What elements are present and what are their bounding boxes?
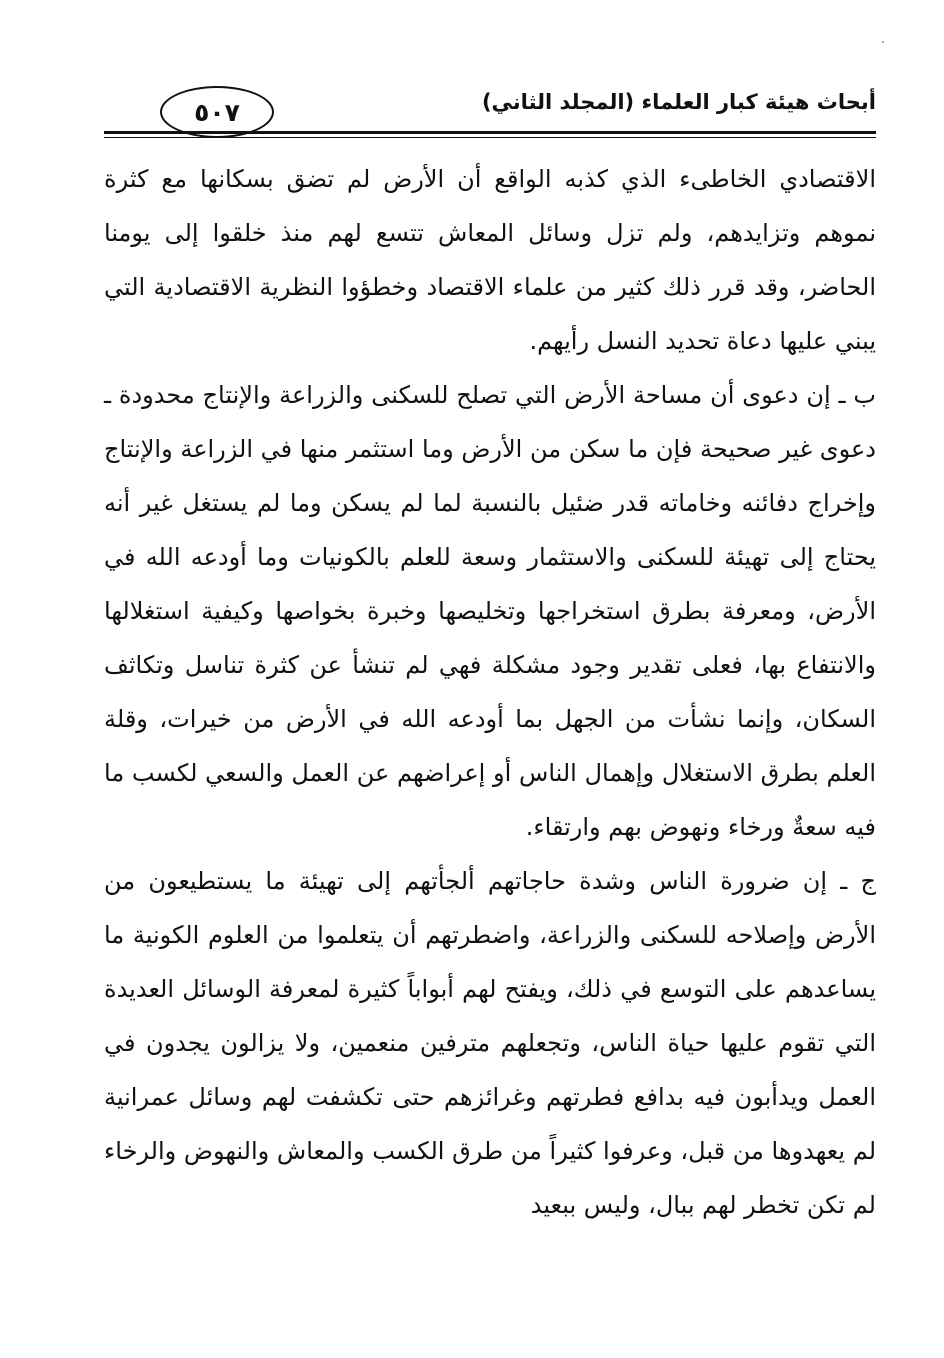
header-rule-thick bbox=[104, 131, 876, 134]
page-header bbox=[104, 78, 876, 144]
paragraph-c: ج ـ إن ضرورة الناس وشدة حاجاتهم ألجأتهم إلى تهيئة ما يستطيعون من الأرض وإصلاحه للسكنى والزراعة، واضطرتهم أن يتعلموا من العلوم الكونية ما يساعدهم على التوسع في ذلك، ويفتح لهم أبواباً كثيرة لمعرفة الوسائل العديدة التي تقوم عليها حياة الناس، وتجعلهم مترفين منعمين، ولا يزالون يجدون في العمل ويدأبون فيه بدافع فطرتهم وغرائزهم حتى تكشفت لهم وسائل عمرانية لم يعهدوها من قبل، وعرفوا كثيراً من طرق الكسب والمعاش والنهوض والرخاء لم تكن تخطر لهم ببال، وليس ببعيد bbox=[104, 867, 876, 1219]
running-title: أبحاث هيئة كبار العلماء (المجلد الثاني) bbox=[481, 90, 876, 114]
header-rule-thin bbox=[104, 137, 876, 138]
paragraph-continuation: الاقتصادي الخاطىء الذي كذبه الواقع أن الأرض لم تضق بسكانها مع كثرة نموهم وتزايدهم، ولم تزل وسائل المعاش تتسع لهم منذ خلقوا إلى يومنا الحاضر، وقد قرر ذلك كثير من علماء الاقتصاد وخطؤوا النظرية الاقتصادية التي يبني عليها دعاة تحديد النسل رأيهم. bbox=[104, 165, 876, 355]
page-number: ٥٠٧ bbox=[160, 86, 274, 138]
paragraph-b: ب ـ إن دعوى أن مساحة الأرض التي تصلح للسكنى والزراعة والإنتاج محدودة ـ دعوى غير صحيحة فإن ما سكن من الأرض وما استثمر منها في الزراعة والإنتاج وإخراج دفائنه وخاماته قدر ضئيل بالنسبة لما لم يسكن وما لم يستغل غير أنه يحتاج إلى تهيئة للسكنى والاستثمار وسعة للعلم بالكونيات وما أودعه الله في الأرض، ومعرفة بطرق استخراجها وتخليصها وخبرة بخواصها وكيفية استغلالها والانتفاع بها، فعلى تقدير وجود مشكلة فهي لم تنشأ عن كثرة تناسل وتكاثف السكان، وإنما نشأت من الجهل بما أودعه الله في الأرض من خيرات، وقلة العلم بطرق الاستغلال وإهمال الناس أو إعراضهم عن العمل والسعي لكسب ما فيه سعةٌ ورخاء ونهوض بهم وارتقاء. bbox=[104, 381, 876, 841]
corner-mark-icon: · bbox=[880, 32, 886, 53]
body-text bbox=[104, 152, 876, 1232]
